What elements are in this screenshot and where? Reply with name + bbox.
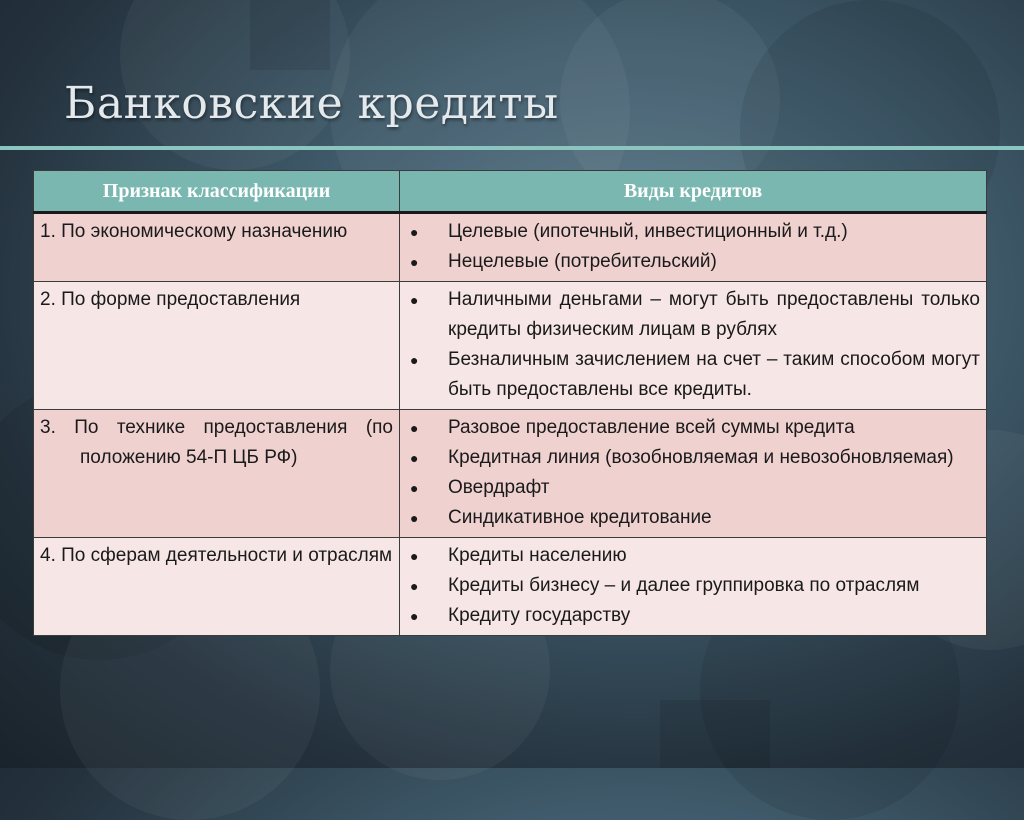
table-row [34,538,987,636]
list-item-text: Кредиты бизнесу – и далее группировка по отраслям [448,575,920,596]
slide-title: Банковские кредиты [64,78,559,129]
row-criterion: 1. По экономическому назначению [34,213,400,282]
title-divider [0,146,1024,150]
bullet-icon: ● [410,578,419,594]
list-item [408,217,980,247]
list-item [408,473,980,503]
bullet-icon: ● [410,352,419,368]
row-credit-kinds [400,538,987,636]
bullet-icon: ● [410,608,419,624]
list-item [408,601,980,631]
row-criterion: 2. По форме предоставления [34,282,400,410]
list-item [408,247,980,277]
row-criterion: 3. По технике предоставления (по положению 54-П ЦБ РФ) [34,410,400,538]
list-item [408,345,980,405]
row-credit-kinds [400,410,987,538]
row-credit-kinds [400,213,987,282]
header-criterion: Признак классификации [34,171,400,213]
table-row [34,282,987,410]
bullet-icon: ● [410,480,419,496]
list-item [408,503,980,533]
bullet-icon: ● [410,548,419,564]
list-item [408,285,980,345]
credit-classification-table [33,170,987,636]
bullet-icon: ● [410,292,419,308]
table-header-row [34,171,987,213]
table-row [34,410,987,538]
bullet-icon: ● [410,254,419,270]
row-criterion: 4. По сферам деятельности и отраслям [34,538,400,636]
list-item-text: Безналичным зачислением на счет – таким способом могут быть предоставлены все кредиты. [448,349,980,400]
list-item-text: Кредиту государству [448,605,631,626]
table-row [34,213,987,282]
list-item-text: Кредитная линия (возобновляемая и невозобновляемая) [448,447,954,468]
row-credit-kinds [400,282,987,410]
bullet-icon: ● [410,510,419,526]
bullet-icon: ● [410,224,419,240]
list-item [408,541,980,571]
list-item [408,413,980,443]
list-item-text: Синдикативное кредитование [448,507,712,528]
list-item-text: Овердрафт [448,477,550,498]
list-item-text: Нецелевые (потребительский) [448,251,717,272]
list-item [408,571,980,601]
bullet-icon: ● [410,450,419,466]
list-item-text: Целевые (ипотечный, инвестиционный и т.д.) [448,221,848,242]
list-item-text: Разовое предоставление всей суммы кредита [448,417,855,438]
list-item-text: Наличными деньгами – могут быть предоставлены только кредиты физическим лицам в рублях [448,289,980,340]
header-credit-kinds: Виды кредитов [400,171,987,213]
list-item-text: Кредиты населению [448,545,627,566]
list-item [408,443,980,473]
bullet-icon: ● [410,420,419,436]
